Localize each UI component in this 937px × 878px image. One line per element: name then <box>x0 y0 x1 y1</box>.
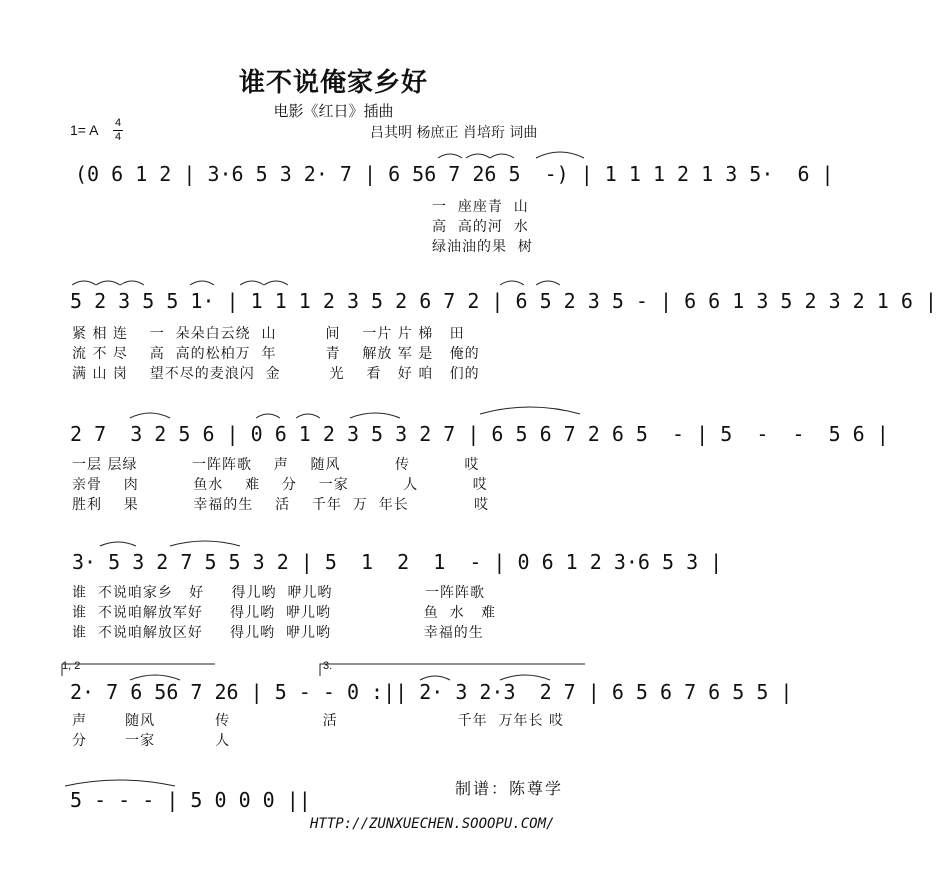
lyric-verse-1: 一层 层绿 一阵阵歌 声 随风 传 哎 <box>72 457 480 473</box>
slur <box>96 281 120 285</box>
slur <box>420 676 450 680</box>
lyric-verse-2: 谁 不说咱解放军好 得儿哟 咿儿哟 鱼 水 难 <box>72 605 496 621</box>
slur <box>100 542 136 546</box>
volta-2-label: 3. <box>323 660 333 672</box>
lyric-verse-3: 绿油油的果 树 <box>432 239 533 255</box>
slur <box>256 414 280 418</box>
slur <box>120 281 144 285</box>
lyric-verse-2: 高 高的河 水 <box>432 219 529 235</box>
slur <box>264 281 288 285</box>
song-subtitle: 电影《红日》插曲 <box>273 102 394 120</box>
slur <box>190 281 214 285</box>
notation-line: 5 - - - | 5 0 0 0 || <box>70 788 311 812</box>
song-title: 谁不说俺家乡好 <box>238 68 428 98</box>
notation-line: 3· 5 3 2 7 5 5 3 2 | 5 1 2 1 - | 0 6 1 2 3·6 5 3 | <box>72 550 723 574</box>
lyric-verse-2: 流 不 尽 高 高的松柏万 年 青 解放 军 是 俺的 <box>72 346 480 362</box>
source-url: HTTP://ZUNXUECHEN.SOOOPU.COM/ <box>310 816 555 832</box>
lyric-verse-2: 亲骨 肉 鱼水 难 分 一家 人 哎 <box>72 477 488 493</box>
volta-2-bracket <box>320 664 585 676</box>
notation-line: 2 7 3 2 5 6 | 0 6 1 2 3 5 3 2 7 | 6 5 6 7 2 6 5 - | 5 - - 5 6 | <box>70 422 889 446</box>
slur <box>170 541 240 546</box>
lyric-verse-1: 声 随风 传 活 千年 万年长 哎 <box>72 713 565 729</box>
notation-line: (0 6 1 2 | 3·6 5 3 2· 7 | 6 56 7 26 5 -) | 1 1 1 2 1 3 5· 6 | <box>75 162 834 186</box>
time-signature-top: 4 <box>114 117 122 129</box>
volta-1-label: 1, 2 <box>62 660 81 672</box>
arranger-credit: 制谱：陈尊学 <box>455 779 564 798</box>
lyric-verse-3: 满 山 岗 望不尽的麦浪闪 金 光 看 好 咱 们的 <box>72 366 480 382</box>
slur <box>466 154 490 158</box>
volta-1-bracket <box>62 664 215 676</box>
slur <box>480 407 580 414</box>
slur <box>500 281 524 285</box>
credits: 吕其明 杨庶正 肖培珩 词曲 <box>370 125 538 141</box>
slur <box>72 281 96 285</box>
slur <box>240 281 264 285</box>
slur <box>490 154 514 158</box>
key-signature: 1= A <box>70 122 99 138</box>
notation-line: 2· 7 6 56 7 26 | 5 - - 0 :|| 2· 3 2·3 2 7 | 6 5 6 7 6 5 5 | <box>70 680 793 704</box>
slur <box>536 152 584 158</box>
notation-line: 5 2 3 5 5 1· | 1 1 1 2 3 5 2 6 7 2 | 6 5 2 3 5 - | 6 6 1 3 5 2 3 2 1 6 | <box>70 289 937 313</box>
lyric-verse-2: 分 一家 人 <box>72 733 231 749</box>
slur <box>350 413 400 418</box>
lyric-verse-3: 谁 不说咱解放区好 得儿哟 咿儿哟 幸福的生 <box>72 625 484 641</box>
lyric-verse-1: 一 座座青 山 <box>432 199 529 215</box>
tie <box>65 780 175 786</box>
slur <box>438 154 462 158</box>
slur <box>500 675 550 680</box>
slur <box>536 281 560 285</box>
slur <box>296 414 320 418</box>
lyric-verse-1: 紧 相 连 一 朵朵白云绕 山 间 一片 片 梯 田 <box>72 326 465 342</box>
slur <box>130 413 170 418</box>
lyric-verse-3: 胜利 果 幸福的生 活 千年 万 年长 哎 <box>72 497 490 513</box>
time-signature-bottom: 4 <box>114 131 122 143</box>
slur <box>130 675 180 680</box>
lyric-verse-1: 谁 不说咱家乡 好 得儿哟 咿儿哟 一阵阵歌 <box>72 585 486 601</box>
